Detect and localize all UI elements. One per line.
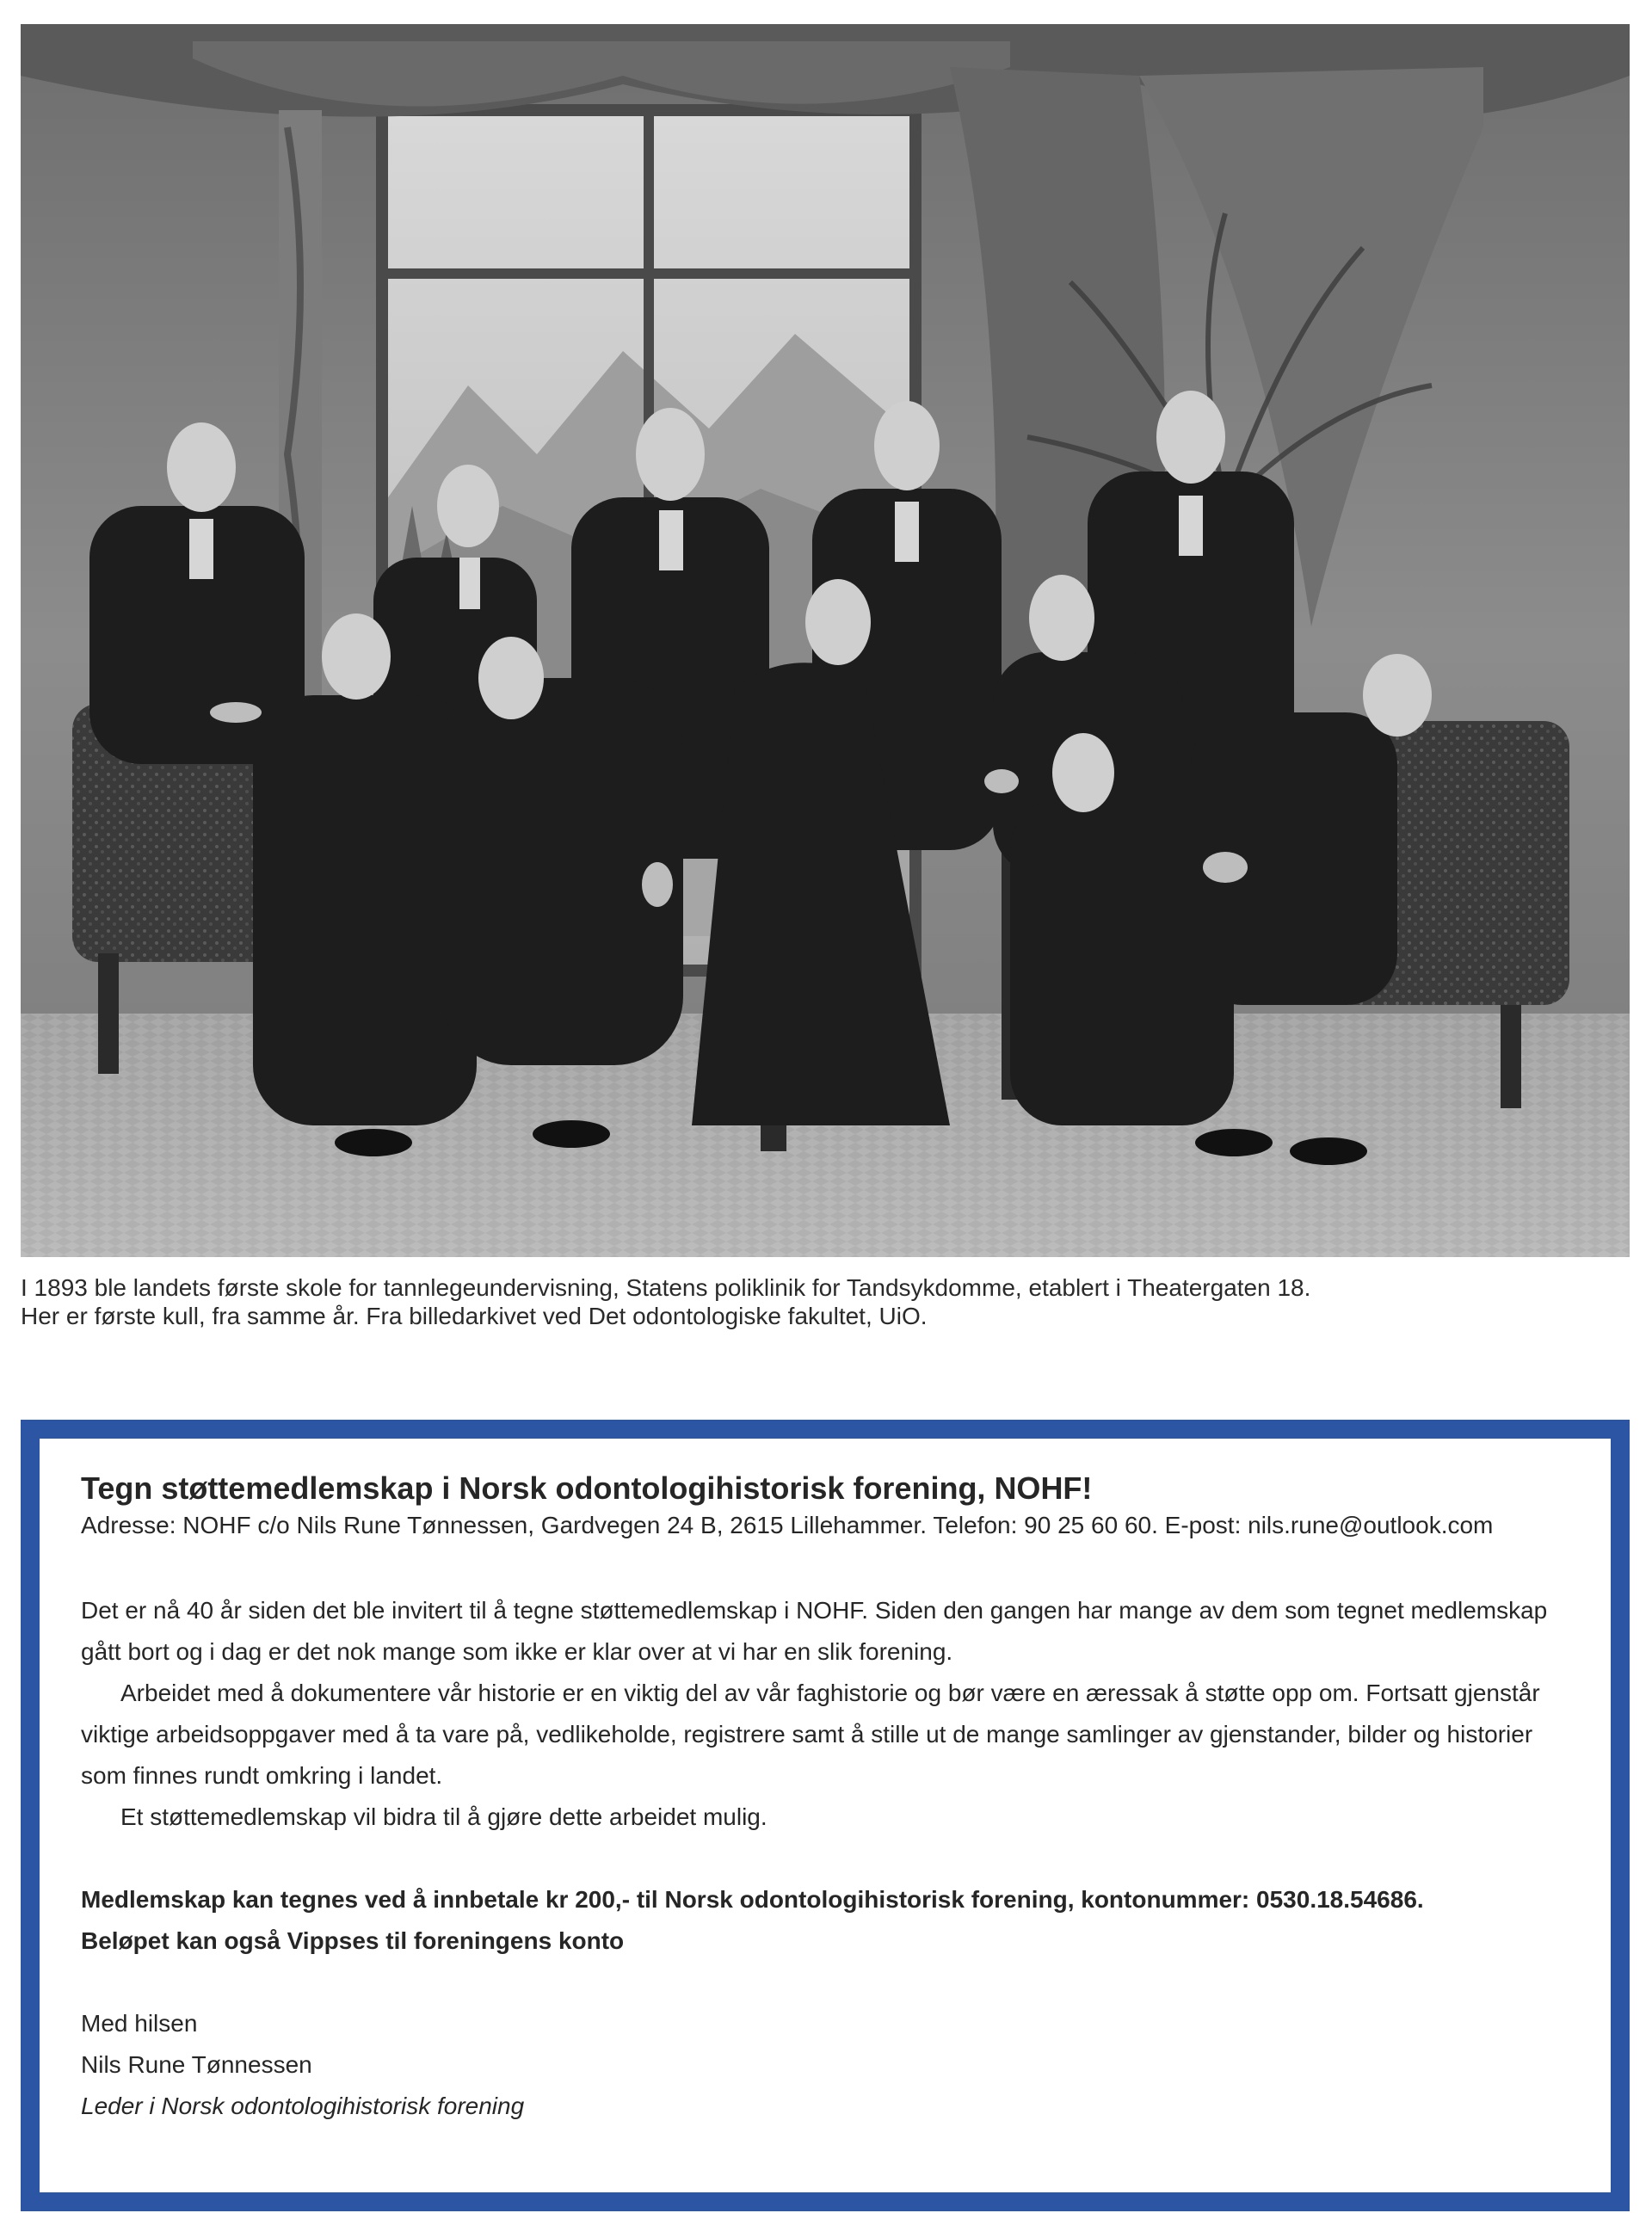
payment-line-2: Beløpet kan også Vippses til foreningens konto <box>81 1927 625 1954</box>
paragraph-1: Det er nå 40 år siden det ble invitert til å tegne støttemedlemskap i NOHF. Siden den gangen har mange av dem som tegnet medlemskap gått bort og i dag er det nok mange som ikke er klar over at vi har en slik forening. <box>81 1597 1548 1665</box>
group-portrait-photo <box>21 24 1630 1257</box>
signer-name: Nils Rune Tønnessen <box>81 2051 312 2078</box>
contact-address: Adresse: NOHF c/o Nils Rune Tønnessen, Gardvegen 24 B, 2615 Lillehammer. Telefon: 90 25 60 60. E-post: nils.rune@outlook.com <box>81 1512 1494 1538</box>
caption-line-2: Her er første kull, fra samme år. Fra billedarkivet ved Det odontologiske fakultet, UiO. <box>21 1303 928 1329</box>
signer-role: Leder i Norsk odontologihistorisk forening <box>81 2093 525 2119</box>
payment-line-1: Medlemskap kan tegnes ved å innbetale kr 200,- til Norsk odontologihistorisk forening, kontonummer: 0530.18.54686. <box>81 1886 1424 1913</box>
box-title: Tegn støttemedlemskap i Norsk odontologihistorisk forening, NOHF! <box>81 1470 1093 1506</box>
photo-caption <box>21 1273 1630 1330</box>
payment-info <box>81 1879 1576 1962</box>
signature-block <box>81 2003 1576 2127</box>
membership-info-box <box>21 1420 1630 2211</box>
paragraph-2: Arbeidet med å dokumentere vår historie er en viktig del av vår faghistorie og bør være en æressak å støtte opp om. Fortsatt gjenstår viktige arbeidsoppgaver med å ta vare på, vedlikeholde, registrere samt å stille ut de mange samlinger av gjenstander, bilder og historier som finnes rundt omkring i landet. <box>81 1680 1540 1789</box>
greeting: Med hilsen <box>81 2010 198 2037</box>
caption-line-1: I 1893 ble landets første skole for tannlegeundervisning, Statens poliklinik for Tandsykdomme, etablert i Theatergaten 18. <box>21 1274 1311 1301</box>
body-text <box>81 1590 1576 1838</box>
paragraph-3: Et støttemedlemskap vil bidra til å gjøre dette arbeidet mulig. <box>120 1803 767 1830</box>
membership-info-content <box>81 1470 1576 2127</box>
